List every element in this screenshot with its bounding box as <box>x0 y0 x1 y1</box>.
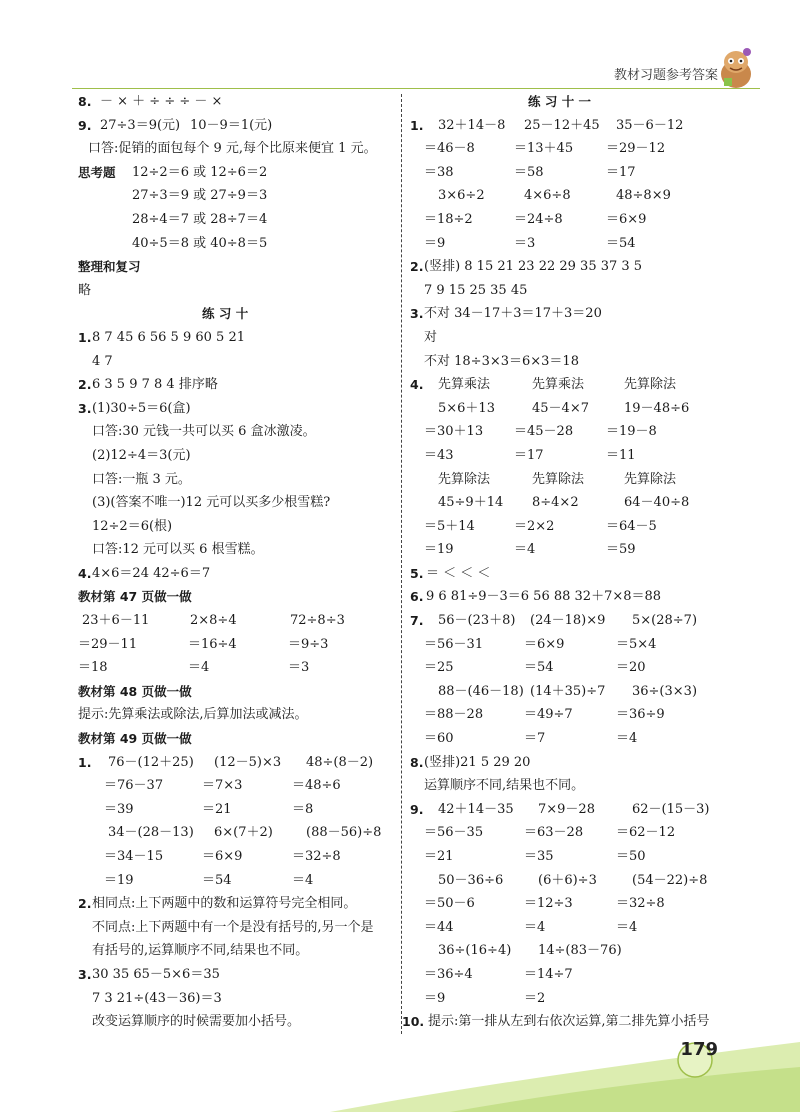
calc-cell: ＝11 <box>606 447 636 463</box>
p48-label-row <box>78 680 393 704</box>
question-number: 4. <box>410 377 424 393</box>
answer-text: (2)12÷4＝3(元) <box>92 447 191 463</box>
answer-text: 10－9＝1(元) <box>190 117 273 133</box>
calc-cell: 64－40÷8 <box>624 495 690 511</box>
p47-row <box>78 633 393 657</box>
calc-cell: ＝12÷3 <box>524 896 573 912</box>
calc-cell: ＝9 <box>424 235 446 251</box>
ex10-q3-line <box>78 491 393 515</box>
calc-cell: ＝3 <box>288 660 310 676</box>
calc-cell: ＝4 <box>616 919 638 935</box>
r-q8-line <box>410 774 750 798</box>
calc-cell: 5×6＋13 <box>438 400 495 416</box>
question-number: 3. <box>78 966 92 982</box>
calc-cell: ＝36÷4 <box>424 966 473 982</box>
p49-q3 <box>78 963 393 987</box>
r-q4-row <box>410 420 750 444</box>
answer-text: 口答:30 元钱一共可以买 6 盒冰激凌。 <box>92 424 316 440</box>
question-number: 9. <box>78 117 92 133</box>
r-q1-row <box>410 232 750 256</box>
question-number: 1. <box>78 329 92 345</box>
calc-cell: ＝49÷7 <box>524 707 573 723</box>
calc-cell: ＝19 <box>424 542 454 558</box>
r-q9-row <box>410 892 750 916</box>
calc-cell: 72÷8÷3 <box>290 613 345 629</box>
answer-text: 口答:一瓶 3 元。 <box>92 471 191 487</box>
answer-text: (3)(答案不唯一)12 元可以买多少根雪糕? <box>92 495 331 511</box>
header-rule <box>72 88 760 89</box>
calc-cell: 先算除法 <box>624 471 677 487</box>
question-number: 1. <box>410 117 424 133</box>
calc-cell: ＝5＋14 <box>424 518 475 534</box>
calc-cell: ＝32÷8 <box>292 849 341 864</box>
calc-cell: ＝46－8 <box>424 141 475 157</box>
calc-cell: ＝25 <box>424 660 454 676</box>
ex10-q4 <box>78 562 393 586</box>
r-q9-row <box>410 939 750 963</box>
calc-cell: ＝3 <box>514 235 536 251</box>
p47-label-row <box>78 585 393 609</box>
answer-text: 运算顺序不同,结果也不同。 <box>424 778 585 794</box>
page-header-title: 教材习题参考答案 <box>613 68 718 83</box>
review-label-row <box>78 255 393 279</box>
r-q2 <box>410 255 750 279</box>
calc-cell: 6×(7＋2) <box>214 825 273 841</box>
r-q9-row <box>410 798 750 822</box>
question-number: 1. <box>78 754 92 770</box>
calc-cell: ＝59 <box>606 542 636 558</box>
calc-cell: 32＋14－8 <box>438 117 506 133</box>
calc-cell: ＝44 <box>424 919 454 935</box>
section-label: 整理和复习 <box>78 259 141 275</box>
calc-cell: ＝64－5 <box>606 518 657 534</box>
calc-cell: 50－36÷6 <box>438 872 504 888</box>
question-number: 5. <box>410 565 424 581</box>
r-q4-row <box>410 397 750 421</box>
p47-row <box>78 656 393 680</box>
answer-text: 不同点:上下两题中有一个是没有括号的,另一个是 <box>92 919 374 935</box>
calc-cell: 8÷4×2 <box>532 495 579 511</box>
p49-q2 <box>78 892 393 916</box>
answer-text: 略 <box>78 282 92 298</box>
answer-text: 提示:第一排从左到右依次运算,第二排先算小括号 <box>428 1014 710 1030</box>
r-q7-row <box>410 633 750 657</box>
calc-cell: ＝21 <box>424 849 454 864</box>
calc-cell: 34－(28－13) <box>108 825 194 841</box>
calc-cell: 48÷8×9 <box>616 188 671 204</box>
calc-cell: ＝54 <box>606 235 636 251</box>
r-q2-line2 <box>410 279 750 303</box>
answer-text: 8 7 45 6 56 5 9 60 5 21 <box>92 329 245 345</box>
calc-cell: ＝38 <box>424 164 454 180</box>
calc-cell: ＝54 <box>524 660 554 676</box>
calc-cell: ＝4 <box>616 731 638 747</box>
calc-cell: (54－22)÷8 <box>632 872 708 888</box>
calc-cell: ＝9 <box>424 990 446 1006</box>
answer-text: 30 35 65－5×6＝35 <box>92 966 220 982</box>
calc-cell: ＝39 <box>104 801 134 817</box>
calc-cell: ＝20 <box>616 660 646 676</box>
calc-cell: ＝18 <box>78 660 108 676</box>
page-number: 179 <box>680 1039 718 1060</box>
r-q9-row <box>410 963 750 987</box>
calc-cell: (14＋35)÷7 <box>530 683 606 699</box>
calc-cell: ＝88－28 <box>424 707 484 723</box>
calc-cell: ＝45－28 <box>514 424 574 440</box>
calc-cell: ＝6×9 <box>606 211 647 227</box>
exercise-title-row <box>78 302 393 326</box>
calc-cell: ＝2×2 <box>514 518 555 534</box>
think-row <box>78 208 393 232</box>
p48-text-row <box>78 703 393 727</box>
mascot-icon <box>716 44 756 90</box>
calc-cell: (24－18)×9 <box>530 613 606 629</box>
r-q4-row <box>410 491 750 515</box>
calc-cell: ＝18÷2 <box>424 211 473 227</box>
left-q9 <box>78 114 393 138</box>
calc-cell: 25－12＋45 <box>524 117 600 133</box>
r-q4-row <box>410 468 750 492</box>
answer-text: 12÷2＝6(根) <box>92 518 173 534</box>
calc-cell: ＝54 <box>202 872 232 888</box>
calc-cell: 36÷(16÷4) <box>438 943 512 959</box>
calc-cell: 56－(23＋8) <box>438 613 516 629</box>
answer-text: 提示:先算乘法或除法,后算加法或减法。 <box>78 707 308 723</box>
left-q9-answer <box>78 137 393 161</box>
calc-cell: ＝5×4 <box>616 636 657 652</box>
answer-text: (1)30÷5＝6(盒) <box>92 400 191 416</box>
answer-text: 28÷4＝7 或 28÷7＝4 <box>132 211 268 227</box>
answer-text: 相同点:上下两题中的数和运算符号完全相同。 <box>92 896 357 912</box>
calc-cell: ＝50－6 <box>424 896 475 912</box>
calc-cell: ＝4 <box>514 542 536 558</box>
section-label: 思考题 <box>78 164 116 180</box>
section-label: 教材第 48 页做一做 <box>78 683 192 699</box>
calc-cell: ＝4 <box>292 872 314 888</box>
question-number: 7. <box>410 613 424 629</box>
p49-q2-line <box>78 939 393 963</box>
p49-row <box>78 869 393 893</box>
r-q1-row <box>410 114 750 138</box>
r-q7-row <box>410 727 750 751</box>
calc-cell: ＝43 <box>424 447 454 463</box>
p49-row <box>78 774 393 798</box>
calc-cell: ＝6×9 <box>202 849 243 864</box>
calc-cell: ＝63－28 <box>524 825 584 841</box>
calc-cell: ＝32÷8 <box>616 896 665 912</box>
p49-row <box>78 798 393 822</box>
question-number: 4. <box>78 565 92 581</box>
calc-cell: ＝16÷4 <box>188 636 237 652</box>
ex10-q3 <box>78 397 393 421</box>
ex10-q2 <box>78 373 393 397</box>
question-number: 9. <box>410 801 424 817</box>
calc-cell: ＝30＋13 <box>424 424 484 440</box>
p49-row <box>78 751 393 775</box>
r-q7-row <box>410 656 750 680</box>
calc-cell: ＝56－35 <box>424 825 484 841</box>
calc-cell: 先算乘法 <box>438 377 491 393</box>
calc-cell: 14÷(83－76) <box>538 943 622 959</box>
calc-cell: 3×6÷2 <box>438 188 485 204</box>
calc-cell: ＝29－11 <box>78 636 138 652</box>
answer-text: 口答:促销的面包每个 9 元,每个比原来便宜 1 元。 <box>88 141 377 157</box>
calc-cell: 先算乘法 <box>532 377 585 393</box>
answer-text: 7 9 15 25 35 45 <box>424 282 528 298</box>
calc-cell: 45－4×7 <box>532 400 589 416</box>
ex10-q1-line2 <box>78 350 393 374</box>
r-q1-row <box>410 137 750 161</box>
calc-cell: ＝8 <box>292 801 314 817</box>
section-label: 教材第 47 页做一做 <box>78 589 192 605</box>
answer-text: 9 6 81÷9－3＝6 56 88 32＋7×8＝88 <box>426 589 662 605</box>
answer-text: ＝ ＜ ＜ ＜ <box>426 565 491 581</box>
r-q1-row <box>410 208 750 232</box>
calc-cell: 23＋6－11 <box>82 613 150 629</box>
calc-cell: ＝6×9 <box>524 636 565 652</box>
answer-text: 口答:12 元可以买 6 根雪糕。 <box>92 542 264 558</box>
answer-text: 27÷3＝9(元) <box>100 117 181 133</box>
r-q3-line <box>410 350 750 374</box>
exercise-title: 练 习 十 <box>202 306 249 322</box>
answer-text: 对 <box>424 329 438 345</box>
calc-cell: 88－(46－18) <box>438 683 524 699</box>
calc-cell: ＝17 <box>514 447 544 463</box>
r-q3-line <box>410 326 750 350</box>
calc-cell: 先算除法 <box>624 377 677 393</box>
r-q3 <box>410 302 750 326</box>
calc-cell: 62－(15－3) <box>632 801 710 817</box>
calc-cell: ＝60 <box>424 731 454 747</box>
question-number: 2. <box>78 896 92 912</box>
p49-label-row <box>78 727 393 751</box>
answer-text: 改变运算顺序的时候需要加小括号。 <box>92 1014 301 1030</box>
section-label: 教材第 49 页做一做 <box>78 731 192 747</box>
answer-text: (竖排)21 5 29 20 <box>424 754 531 770</box>
question-number: 2. <box>410 259 424 275</box>
calc-cell: (6＋6)÷3 <box>538 872 597 888</box>
r-q1-row <box>410 161 750 185</box>
calc-cell: ＝2 <box>524 990 546 1006</box>
question-number: 6. <box>410 589 424 605</box>
r-q7-row <box>410 703 750 727</box>
think-row <box>78 232 393 256</box>
column-divider <box>401 94 402 1034</box>
calc-cell: ＝19 <box>104 872 134 888</box>
answer-text: 不对 34－17＋3＝17＋3＝20 <box>424 306 602 322</box>
calc-cell: ＝24÷8 <box>514 211 563 227</box>
answer-text: 7 3 21÷(43－36)＝3 <box>92 990 222 1006</box>
calc-cell: ＝36÷9 <box>616 707 665 723</box>
r-q6 <box>410 585 750 609</box>
question-number: 2. <box>78 377 92 393</box>
calc-cell: 2×8÷4 <box>190 613 237 629</box>
answer-text: 有括号的,运算顺序不同,结果也不同。 <box>92 943 309 959</box>
answer-text: (竖排) 8 15 21 23 22 29 35 37 3 5 <box>424 259 643 275</box>
exercise-title-row <box>410 90 750 114</box>
calc-cell: ＝4 <box>524 919 546 935</box>
left-q8 <box>78 90 393 114</box>
calc-cell: 5×(28÷7) <box>632 613 698 629</box>
calc-cell: (12－5)×3 <box>214 754 282 770</box>
think-row <box>78 184 393 208</box>
answer-text: 27÷3＝9 或 27÷9＝3 <box>132 188 268 204</box>
calc-cell: ＝56－31 <box>424 636 484 652</box>
calc-cell: ＝48÷6 <box>292 778 341 794</box>
calc-cell: 36÷(3×3) <box>632 683 698 699</box>
calc-cell: ＝9÷3 <box>288 636 329 652</box>
answer-text: 4 7 <box>92 353 113 369</box>
answer-text: 12÷2＝6 或 12÷6＝2 <box>132 164 268 180</box>
p49-q2-line <box>78 916 393 940</box>
right-column <box>402 90 750 1034</box>
calc-cell: 19－48÷6 <box>624 400 690 416</box>
r-q9-row <box>410 821 750 845</box>
calc-cell: ＝21 <box>202 801 232 817</box>
r-q9-row <box>410 987 750 1011</box>
question-number: 8. <box>78 94 92 109</box>
calc-cell: ＝7 <box>524 731 546 747</box>
ex10-q1 <box>78 326 393 350</box>
exercise-title: 练 习 十 一 <box>528 94 592 109</box>
r-q9-row <box>410 845 750 869</box>
calc-cell: 35－6－12 <box>616 117 684 133</box>
calc-cell: ＝13＋45 <box>514 141 574 157</box>
calc-cell: 4×6÷8 <box>524 188 571 204</box>
r-q7-row <box>410 680 750 704</box>
footer-wave <box>0 1022 800 1112</box>
ex10-q3-line <box>78 444 393 468</box>
left-column <box>78 90 393 1034</box>
think-row <box>78 161 393 185</box>
r-q9-row <box>410 869 750 893</box>
ex10-q3-line <box>78 515 393 539</box>
review-text-row <box>78 279 393 303</box>
r-q7-row <box>410 609 750 633</box>
calc-cell: (88－56)÷8 <box>306 825 382 841</box>
p47-row <box>78 609 393 633</box>
calc-cell: ＝17 <box>606 164 636 180</box>
calc-cell: ＝50 <box>616 849 646 864</box>
calc-cell: 48÷(8－2) <box>306 754 374 770</box>
r-q4-row <box>410 373 750 397</box>
r-q4-row <box>410 444 750 468</box>
calc-cell: 先算除法 <box>532 471 585 487</box>
calc-cell: 7×9－28 <box>538 801 595 817</box>
calc-cell: ＝14÷7 <box>524 966 573 982</box>
r-q4-row <box>410 538 750 562</box>
calc-cell: 42＋14－35 <box>438 801 514 817</box>
r-q8 <box>410 751 750 775</box>
answer-text: 40÷5＝8 或 40÷8＝5 <box>132 235 268 251</box>
calc-cell: ＝34－15 <box>104 849 164 864</box>
calc-cell: ＝29－12 <box>606 141 666 157</box>
ex10-q3-line <box>78 468 393 492</box>
calc-cell: ＝7×3 <box>202 778 243 794</box>
question-number: 8. <box>410 754 424 770</box>
answer-text: 不对 18÷3×3＝6×3＝18 <box>424 353 579 369</box>
calc-cell: ＝4 <box>188 660 210 676</box>
calc-cell: 45÷9＋14 <box>438 495 504 511</box>
answer-text: 4×6＝24 42÷6＝7 <box>92 565 211 581</box>
question-number: 10. <box>402 1014 425 1030</box>
p49-q3-line <box>78 987 393 1011</box>
p49-row <box>78 821 393 845</box>
answer-text: － × ＋ ÷ ÷ ÷ － × <box>100 94 223 109</box>
calc-cell: ＝76－37 <box>104 778 164 794</box>
answer-text: 6 3 5 9 7 8 4 排序略 <box>92 377 218 393</box>
ex10-q3-line <box>78 420 393 444</box>
p49-row <box>78 845 393 869</box>
calc-cell: 76－(12＋25) <box>108 754 194 770</box>
calc-cell: ＝19－8 <box>606 424 657 440</box>
question-number: 3. <box>78 400 92 416</box>
calc-cell: ＝62－12 <box>616 825 676 841</box>
calc-cell: 先算除法 <box>438 471 491 487</box>
r-q1-row <box>410 184 750 208</box>
r-q5 <box>410 562 750 586</box>
r-q4-row <box>410 515 750 539</box>
calc-cell: ＝58 <box>514 164 544 180</box>
r-q9-row <box>410 916 750 940</box>
calc-cell: ＝35 <box>524 849 554 864</box>
question-number: 3. <box>410 306 424 322</box>
ex10-q3-line <box>78 538 393 562</box>
